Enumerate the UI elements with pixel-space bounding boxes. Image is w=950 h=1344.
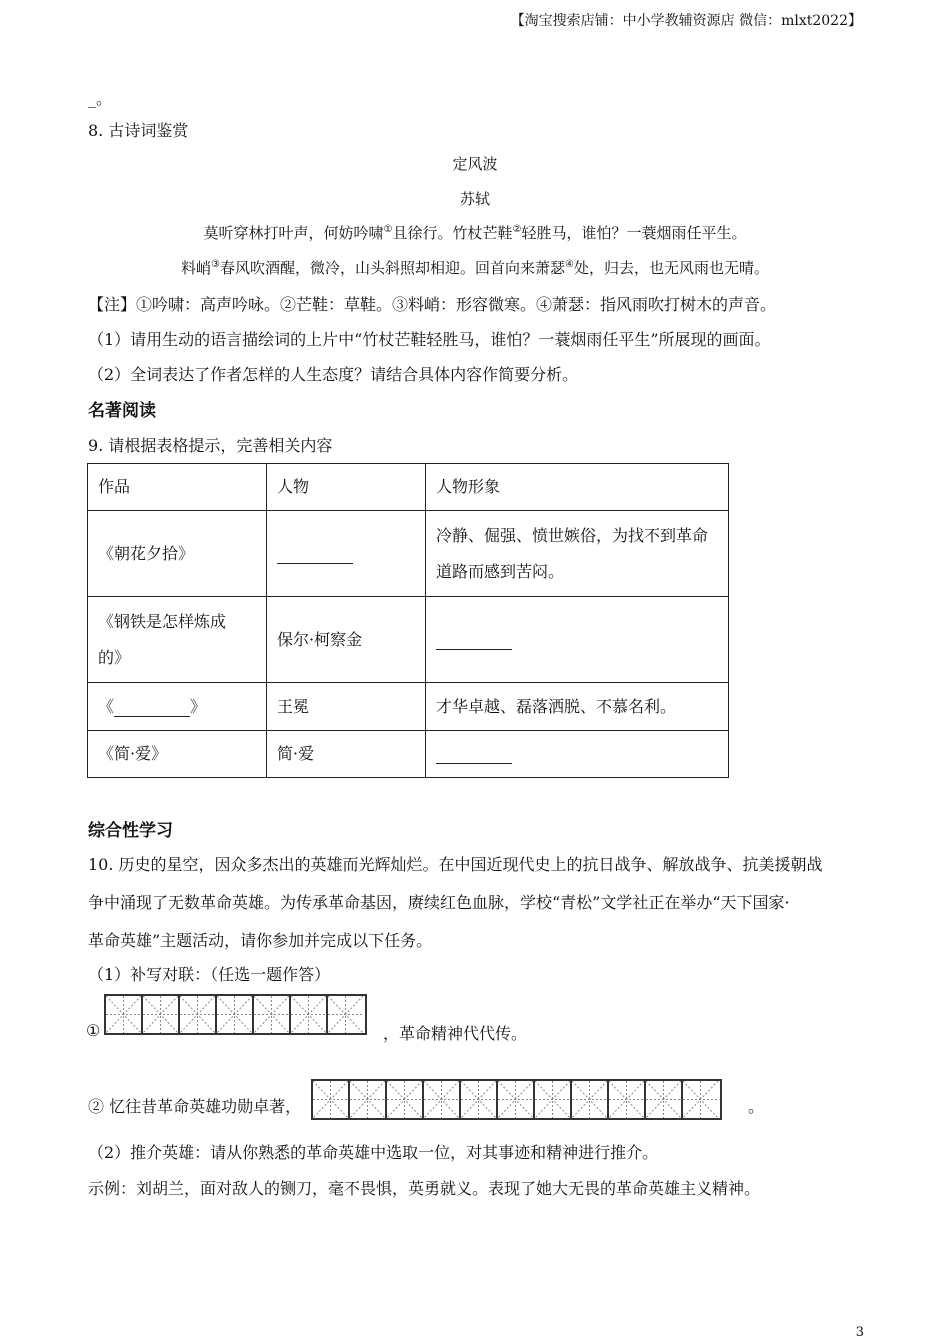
top-fragment: _。 xyxy=(88,89,113,108)
q10-example: 示例：刘胡兰，面对敌人的铡刀，毫不畏惧，英勇就义。表现了她大无畏的革命英雄主义精神。 xyxy=(88,1179,761,1198)
writing-cell[interactable] xyxy=(535,1081,572,1118)
table-row xyxy=(88,597,729,683)
writing-cell[interactable] xyxy=(313,1081,350,1118)
cell-person: 简·爱 xyxy=(267,731,426,778)
writing-cell[interactable] xyxy=(498,1081,535,1118)
writing-cell[interactable] xyxy=(572,1081,609,1118)
answer-blank[interactable] xyxy=(114,698,190,717)
writing-cell[interactable] xyxy=(461,1081,498,1118)
answer-blank[interactable] xyxy=(436,745,512,764)
couplet1-text: ，革命精神代代传。 xyxy=(383,1024,528,1043)
cell-work-blank[interactable]: 《 》 xyxy=(88,683,267,731)
header-image: 人物形象 xyxy=(426,464,729,511)
writing-cell[interactable] xyxy=(106,996,143,1033)
q8-sub2: （2）全词表达了作者怎样的人生态度？请结合具体内容作简要分析。 xyxy=(88,365,579,384)
table-row xyxy=(88,511,729,597)
header-person: 人物 xyxy=(267,464,426,511)
q10-para-line-2: 争中涌现了无数革命英雄。为传承革命基因，赓续红色血脉，学校“青松”文学社正在举办“天下国家· xyxy=(88,893,790,912)
q10-para-line-3: 革命英雄”主题活动，请你参加并完成以下任务。 xyxy=(88,931,433,950)
section-integrated: 综合性学习 xyxy=(88,821,173,841)
table-row xyxy=(88,731,729,778)
answer-blank[interactable] xyxy=(436,631,512,650)
couplet1-grid[interactable] xyxy=(104,994,367,1035)
cell-trait: 冷静、倔强、愤世嫉俗，为找不到革命 道路而感到苦闷。 xyxy=(426,511,729,597)
writing-cell[interactable] xyxy=(328,996,365,1033)
writing-cell[interactable] xyxy=(609,1081,646,1118)
writing-cell[interactable] xyxy=(350,1081,387,1118)
couplet2-end: 。 xyxy=(748,1097,765,1116)
writing-cell[interactable] xyxy=(143,996,180,1033)
table-header-row xyxy=(88,464,729,511)
poem-line-1: 莫听穿林打叶声，何妨吟啸①且徐行。竹杖芒鞋②轻胜马，谁怕？一蓑烟雨任平生。 xyxy=(203,224,747,242)
couplet2-text: ② 忆往昔革命英雄功勋卓著， xyxy=(88,1097,302,1116)
writing-cell[interactable] xyxy=(180,996,217,1033)
q9-title: 9. 请根据表格提示，完善相关内容 xyxy=(88,436,333,455)
poem-title: 定风波 xyxy=(452,155,498,173)
q10-sub2: （2）推介英雄：请从你熟悉的革命英雄中选取一位，对其事迹和精神进行推介。 xyxy=(88,1143,659,1162)
cell-trait-blank[interactable] xyxy=(426,731,729,778)
q10-sub1: （1）补写对联：（任选一题作答） xyxy=(88,965,331,984)
writing-cell[interactable] xyxy=(646,1081,683,1118)
section-classics: 名著阅读 xyxy=(88,401,156,421)
header-work: 作品 xyxy=(88,464,267,511)
page-header: 【淘宝搜索店铺：中小学教辅资源店 微信：mlxt2022】 xyxy=(510,13,862,29)
poem-line-2: 料峭③春风吹酒醒，微冷，山头斜照却相迎。回首向来萧瑟④处，归去，也无风雨也无晴。 xyxy=(181,259,769,277)
cell-trait-blank[interactable] xyxy=(426,597,729,683)
writing-cell[interactable] xyxy=(424,1081,461,1118)
cell-trait: 才华卓越、磊落洒脱、不慕名利。 xyxy=(426,683,729,731)
cell-person: 王冕 xyxy=(267,683,426,731)
q10-para-line-1: 10. 历史的星空，因众多杰出的英雄而光辉灿烂。在中国近现代史上的抗日战争、解放战争、抗美援朝战 xyxy=(88,855,823,874)
poem-note: 【注】①吟啸：高声吟咏。②芒鞋：草鞋。③料峭：形容微寒。④萧瑟：指风雨吹打树木的声音。 xyxy=(88,295,777,314)
cell-work: 《钢铁是怎样炼成 的》 xyxy=(88,597,267,683)
couplet1-number: ① xyxy=(86,1021,101,1040)
works-table xyxy=(87,463,729,778)
table-row xyxy=(88,683,729,731)
cell-person-blank[interactable] xyxy=(267,511,426,597)
writing-cell[interactable] xyxy=(254,996,291,1033)
cell-work: 《简·爱》 xyxy=(88,731,267,778)
couplet2-grid[interactable] xyxy=(311,1079,722,1120)
cell-work: 《朝花夕拾》 xyxy=(88,511,267,597)
writing-cell[interactable] xyxy=(683,1081,720,1118)
writing-cell[interactable] xyxy=(291,996,328,1033)
poem-author: 苏轼 xyxy=(459,190,490,208)
q8-sub1: （1）请用生动的语言描绘词的上片中“竹杖芒鞋轻胜马，谁怕？一蓑烟雨任平生”所展现的画面。 xyxy=(88,330,771,349)
answer-blank[interactable] xyxy=(277,545,353,564)
q8-title: 8. 古诗词鉴赏 xyxy=(88,121,189,140)
writing-cell[interactable] xyxy=(387,1081,424,1118)
writing-cell[interactable] xyxy=(217,996,254,1033)
page-number: 3 xyxy=(855,1325,864,1340)
cell-person: 保尔·柯察金 xyxy=(267,597,426,683)
